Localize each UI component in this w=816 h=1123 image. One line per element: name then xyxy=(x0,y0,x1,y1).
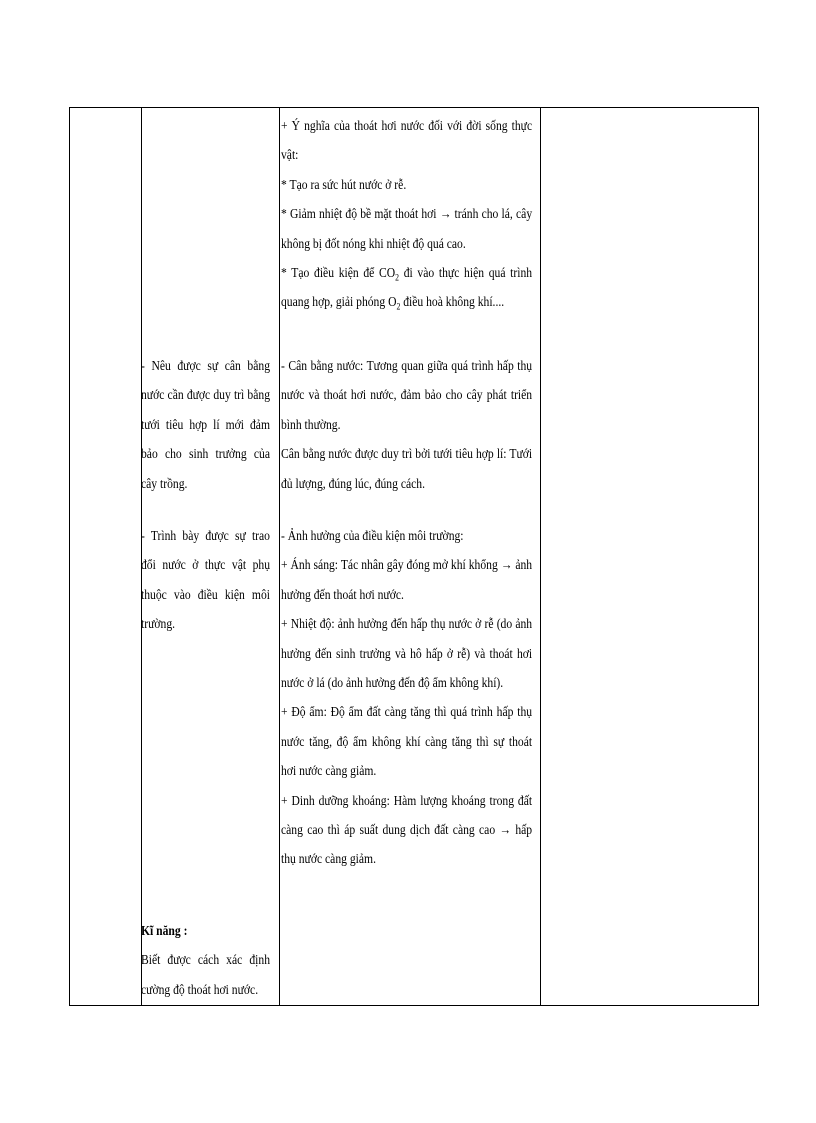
environment-effects: - Ảnh hưởng của điều kiện môi trường: + Ánh sáng: Tác nhân gây đóng mở khí khổng → ảnh hưởng đến thoát hơi nước. + Nhiệt độ: ảnh hưởng đến hấp thụ nước ở rễ (do ảnh hưởng đến sinh trưởng và hô hấp ở rễ) và thoát hơi nước ở lá (do ảnh hưởng đến độ ẩm không khí). + Độ ẩm: Độ ẩm đất càng tăng thì quá trình hấp thụ nước tăng, độ ẩm không khí càng tăng thì sự thoát hơi nước càng giảm. + Dinh dưỡng khoáng: Hàm lượng khoáng trong đất càng cao thì áp suất dung dịch đất càng cao → hấp thụ nước càng giảm. xyxy=(281,528,533,867)
water-balance: - Cân bằng nước: Tương quan giữa quá trình hấp thụ nước và thoát hơi nước, đảm bảo cho cây phát triển bình thường. Cân bằng nước được duy trì bởi tưới tiêu hợp lí: Tưới đủ lượng, đúng lúc, đúng cách. xyxy=(281,358,533,491)
skills-section xyxy=(141,916,270,1004)
column-divider xyxy=(279,108,280,1005)
skills-text: Biết được cách xác định cường độ thoát hơi nước. xyxy=(141,952,270,997)
co2-o2-line: * Tạo điều kiện để $CO_2$ đi vào thực hiện quá trình quang hợp, giải phóng $O_2$ điều hoà không khí.... xyxy=(281,265,533,313)
document-table xyxy=(69,107,759,1006)
transpiration-meaning: + Ý nghĩa của thoát hơi nước đối với đời sống thực vật: * Tạo ra sức hút nước ở rễ. * Giảm nhiệt độ bề mặt thoát hơi → tránh cho lá, cây không bị đốt nóng khi nhiệt độ quá cao. * Tạo điều kiện để $CO_2$ đi vào thực hiện quá trình quang hợp, giải phóng $O_2$ điều hoà không khí.... xyxy=(281,111,532,317)
skills-heading: Kĩ năng : xyxy=(141,923,188,938)
objective-environment: - Trình bày được sự trao đổi nước ở thực vật phụ thuộc vào điều kiện môi trường. xyxy=(141,528,270,632)
column-divider xyxy=(540,108,541,1005)
objective-water-balance: - Nêu được sự cân bằng nước cần được duy trì bằng tưới tiêu hợp lí mới đảm bảo cho sinh trưởng của cây trồng. xyxy=(141,358,270,491)
